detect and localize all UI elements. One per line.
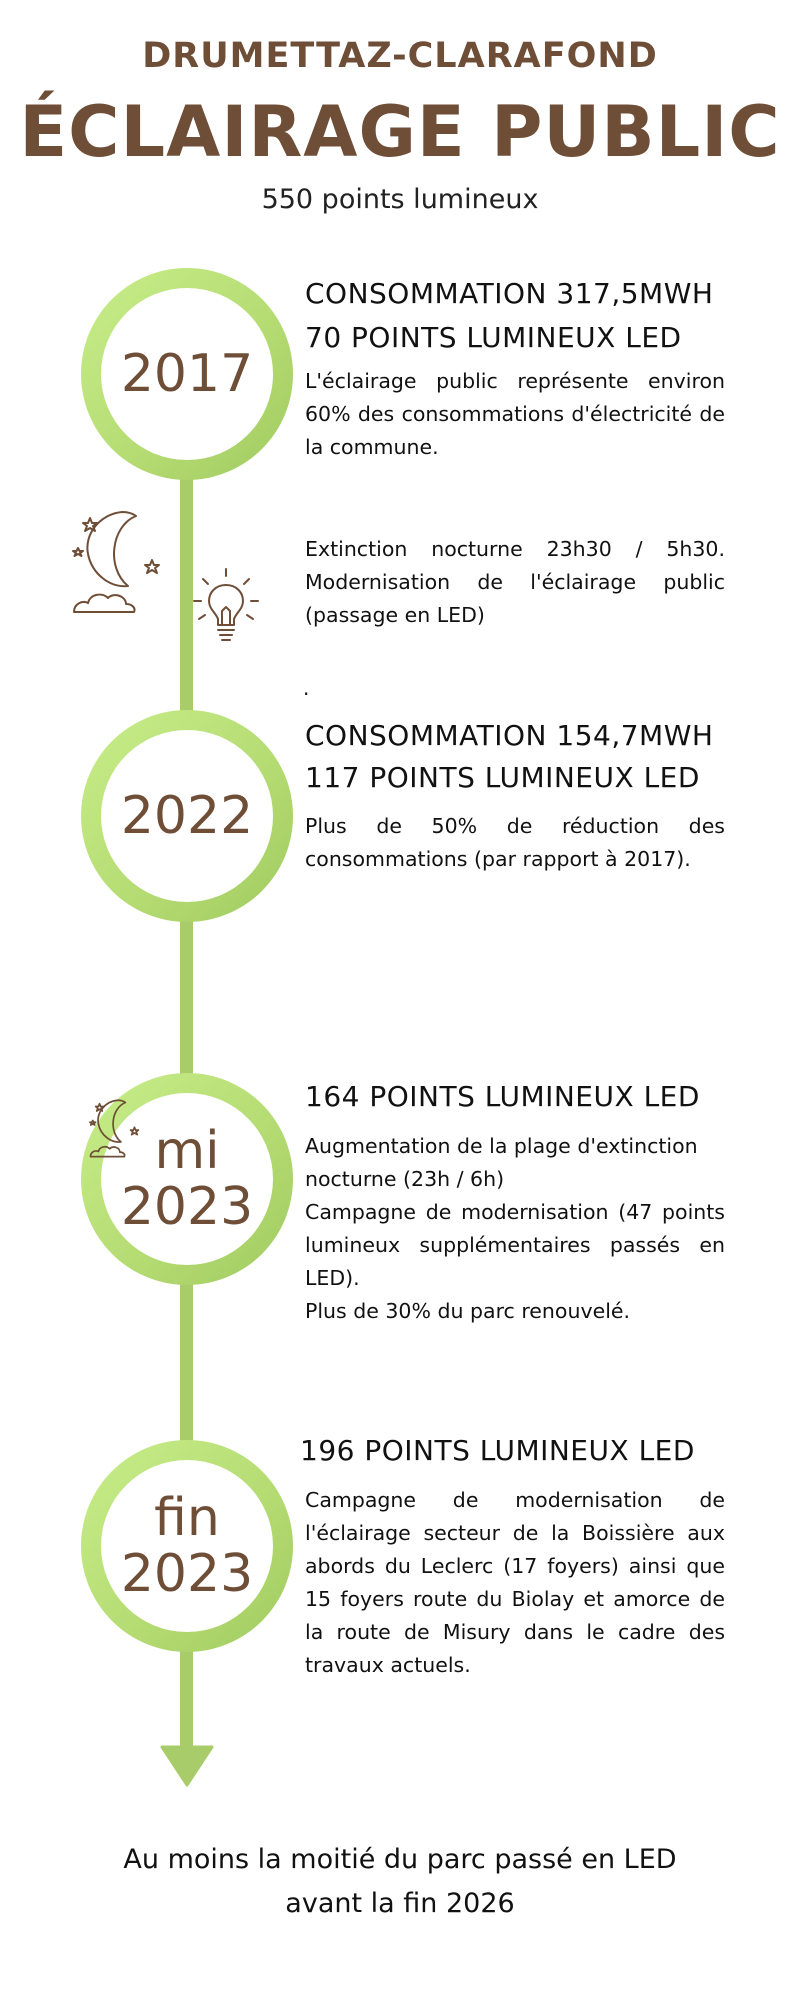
year-circle-fin-2023 [81, 1440, 293, 1652]
item-text-line: Campagne de modernisation (47 points lumineux supplémentaires passés en LED). [305, 1200, 725, 1290]
year-prefix: fin [154, 1488, 220, 1548]
footer-line: avant la fin 2026 [285, 1888, 515, 1919]
item-heading: 164 POINTS LUMINEUX LED [305, 1080, 700, 1113]
item-heading: 117 POINTS LUMINEUX LED [305, 761, 700, 794]
item-dot: . [303, 676, 310, 700]
footer-line: Au moins la moitié du parc passé en LED [123, 1844, 677, 1875]
item-heading: 196 POINTS LUMINEUX LED [300, 1434, 695, 1467]
item-text-line: Plus de 30% du parc renouvelé. [305, 1299, 631, 1323]
moon-stars-cloud-small-icon [86, 1098, 148, 1160]
item-heading: CONSOMMATION 317,5MWH [305, 277, 714, 310]
item-heading: CONSOMMATION 154,7MWH [305, 719, 714, 752]
year-number: 2023 [120, 1544, 254, 1604]
item-text: Plus de 50% de réduction des consommations (par rapport à 2017). [305, 814, 725, 871]
timeline-line [180, 1283, 193, 1453]
item-note: Extinction nocturne 23h30 / 5h30. Modernisation de l'éclairage public (passage en LED) [305, 537, 725, 627]
page-title: ÉCLAIRAGE PUBLIC [19, 91, 781, 173]
year-label [121, 1490, 253, 1602]
item-text [305, 1130, 725, 1328]
item-text: Campagne de modernisation de l'éclairage secteur de la Boissière aux abords du Leclerc (17 foyers) ainsi que 15 foyers route du Biolay et amorce de la route de Misury dans le cadre des travaux actuels. [305, 1488, 725, 1677]
year-label: 2022 [120, 786, 254, 846]
year-label: 2017 [120, 344, 254, 404]
item-heading: 70 POINTS LUMINEUX LED [305, 321, 682, 354]
timeline-line [180, 1650, 193, 1760]
arrow-down-icon [160, 1745, 214, 1787]
year-circle-2022 [81, 710, 293, 922]
town-name: DRUMETTAZ-CLARAFOND [142, 36, 658, 76]
lightbulb-icon [191, 567, 261, 647]
year-number: 2023 [120, 1177, 254, 1237]
year-prefix: mi [154, 1121, 220, 1181]
points-count: 550 points lumineux [261, 184, 539, 215]
item-text-line: Augmentation de la plage d'extinction nocturne (23h / 6h) [305, 1134, 698, 1191]
footer-text [0, 1838, 800, 1926]
year-circle-2017 [81, 268, 293, 480]
item-text: L'éclairage public représente environ 60% des consommations d'électricité de la commune. [305, 369, 725, 459]
moon-stars-cloud-icon [66, 508, 176, 618]
timeline-line [180, 915, 193, 1085]
